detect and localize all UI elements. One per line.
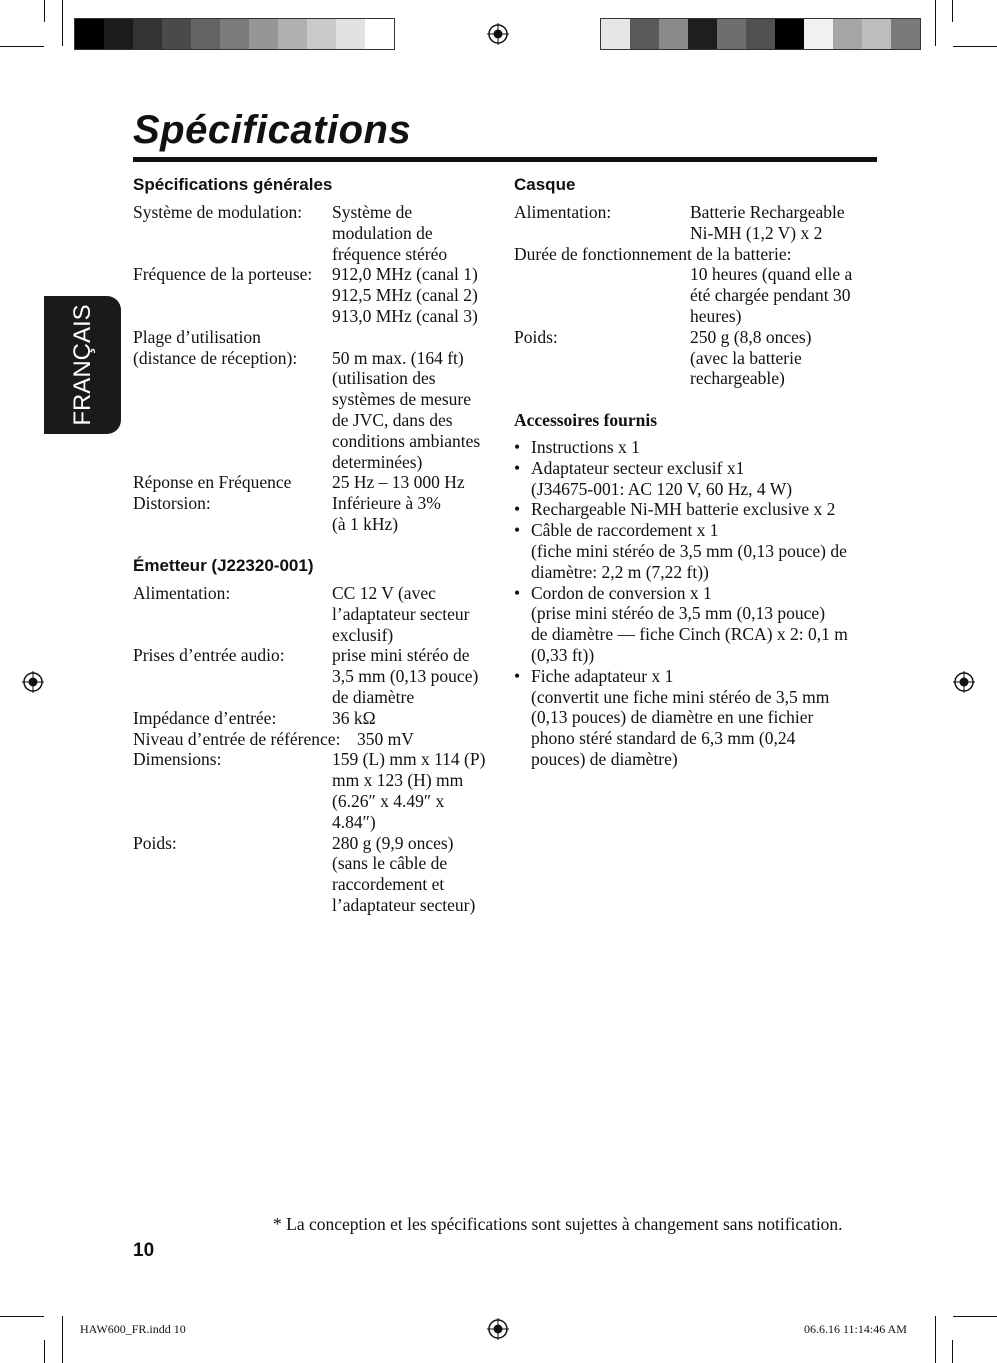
section-heading-accessories: Accessoires fournis xyxy=(514,410,658,430)
spec-value-line: rechargeable) xyxy=(690,368,785,389)
spec-label xyxy=(514,202,611,223)
color-swatch xyxy=(601,19,630,49)
spec-value xyxy=(332,202,447,264)
list-item xyxy=(514,437,884,458)
color-swatch xyxy=(307,19,336,49)
crop-mark xyxy=(62,1316,63,1363)
list-item-line: (J34675-001: AC 120 V, 60 Hz, 4 W) xyxy=(531,478,793,499)
list-item xyxy=(514,499,884,520)
color-swatch xyxy=(630,19,659,49)
list-item-line: (0,33 ft)) xyxy=(531,644,595,665)
list-item-line: • Rechargeable Ni-MH batterie exclusive x 2 xyxy=(531,499,836,520)
color-swatch xyxy=(833,19,862,49)
crop-mark xyxy=(0,46,44,47)
spec-value-line: CC 12 V (avec xyxy=(332,583,436,603)
spec-label-line: Poids: xyxy=(133,832,177,853)
color-swatch xyxy=(162,19,191,49)
spec-value xyxy=(690,244,852,327)
spec-value-line: 3,5 mm (0,13 pouce) xyxy=(332,666,479,687)
color-swatch xyxy=(688,19,717,49)
spec-value-line: 10 heures (quand elle a xyxy=(690,264,853,285)
spec-label-line: Système de modulation: xyxy=(133,202,303,222)
crop-mark xyxy=(953,46,997,47)
color-bar-right xyxy=(600,18,921,50)
list-item-line: phono stéré standard de 6,3 mm (0,24 xyxy=(531,728,796,749)
color-swatch xyxy=(891,19,920,49)
registration-mark-icon xyxy=(487,23,509,45)
spec-value-line: systèmes de mesure xyxy=(332,389,471,410)
spec-value-line: mm x 123 (H) mm xyxy=(332,770,464,791)
registration-mark-icon xyxy=(953,671,975,693)
spec-label xyxy=(133,493,211,514)
list-item xyxy=(514,458,884,500)
spec-value-line: (utilisation des xyxy=(332,368,436,389)
spec-value-line: (avec la batterie xyxy=(690,347,802,368)
timestamp-slug: 06.6.16 11:14:46 AM xyxy=(804,1322,907,1336)
spec-label-line: Poids: xyxy=(514,326,558,347)
spec-value-line: conditions ambiantes xyxy=(332,430,481,451)
spec-label-line: Fréquence de la porteuse: xyxy=(133,264,313,285)
spec-value-line: (6.26″ x 4.49″ x xyxy=(332,790,445,811)
spec-value-line: été chargée pendant 30 xyxy=(690,285,851,306)
spec-value xyxy=(332,472,465,493)
spec-value-line: heures) xyxy=(690,305,742,326)
spec-value xyxy=(332,708,376,729)
color-swatch xyxy=(717,19,746,49)
color-swatch xyxy=(365,19,394,49)
list-item-line: • Câble de raccordement x 1 xyxy=(531,520,719,541)
color-swatch xyxy=(278,19,307,49)
crop-mark xyxy=(62,0,63,46)
spec-label xyxy=(133,327,297,369)
crop-mark xyxy=(952,1340,953,1363)
spec-value-line xyxy=(690,244,852,265)
spec-label xyxy=(133,202,302,223)
spec-value-line: 913,0 MHz (canal 3) xyxy=(332,305,478,326)
spec-label xyxy=(133,708,276,729)
color-swatch xyxy=(133,19,162,49)
crop-mark xyxy=(44,1340,45,1363)
spec-value-line: Inférieure à 3% xyxy=(332,493,441,514)
spec-value-line: 36 kΩ xyxy=(332,707,376,728)
spec-value-line: (à 1 kHz) xyxy=(332,513,399,534)
crop-mark xyxy=(935,1316,936,1363)
spec-value-line: 25 Hz – 13 000 Hz xyxy=(332,472,465,493)
spec-value-line: fréquence stéréo xyxy=(332,243,448,264)
color-swatch xyxy=(104,19,133,49)
spec-label xyxy=(133,749,221,770)
list-item-line: (fiche mini stéréo de 3,5 mm (0,13 pouce) de xyxy=(531,540,847,561)
color-swatch xyxy=(220,19,249,49)
spec-value-line: de diamètre xyxy=(332,686,415,707)
spec-label xyxy=(133,583,230,604)
spec-value-line: l’adaptateur secteur xyxy=(332,603,470,624)
color-swatch xyxy=(746,19,775,49)
spec-value xyxy=(332,583,470,645)
title-rule xyxy=(133,157,877,162)
color-swatch xyxy=(862,19,891,49)
list-item-line: (prise mini stéréo de 3,5 mm (0,13 pouce) xyxy=(531,603,826,624)
color-swatch xyxy=(804,19,833,49)
registration-mark-icon xyxy=(487,1318,509,1340)
spec-value-line: 350 mV xyxy=(357,728,414,749)
spec-value-line: modulation de xyxy=(332,222,433,243)
list-item-line: • Adaptateur secteur exclusif x1 xyxy=(531,457,745,478)
color-swatch xyxy=(249,19,278,49)
spec-value-line: 912,5 MHz (canal 2) xyxy=(332,285,478,306)
spec-value-line: l’adaptateur secteur) xyxy=(332,894,476,915)
color-swatch xyxy=(336,19,365,49)
list-item-line: diamètre: 2,2 m (7,22 ft)) xyxy=(531,561,709,582)
crop-mark xyxy=(953,1316,997,1317)
language-tab xyxy=(44,296,121,434)
spec-label-line: Prises d’entrée audio: xyxy=(133,645,285,666)
list-item-line: (0,13 pouces) de diamètre en une fichier xyxy=(531,707,814,728)
spec-label-line: Distorsion: xyxy=(133,493,211,514)
spec-value-line: de JVC, dans des xyxy=(332,409,453,430)
spec-label-line: Durée de fonctionnement de la batterie: xyxy=(514,243,792,264)
crop-mark xyxy=(44,0,45,22)
spec-label-line: Niveau d’entrée de référence: xyxy=(133,728,341,749)
spec-label xyxy=(133,833,177,854)
spec-label xyxy=(133,264,312,285)
list-item xyxy=(514,583,884,666)
spec-label-line: Alimentation: xyxy=(133,583,231,603)
list-item-line: • Instructions x 1 xyxy=(531,437,640,457)
list-item-line: pouces) de diamètre) xyxy=(531,748,678,769)
page-title: Spécifications xyxy=(133,108,412,152)
list-item-line: • Cordon de conversion x 1 xyxy=(531,582,712,603)
spec-value xyxy=(332,264,478,326)
spec-value-line: prise mini stéréo de xyxy=(332,645,470,666)
section-heading-transmitter: Émetteur (J22320-001) xyxy=(133,556,314,575)
spec-label-line: Dimensions: xyxy=(133,749,222,770)
color-swatch xyxy=(191,19,220,49)
spec-value xyxy=(332,327,480,473)
spec-label xyxy=(133,645,285,666)
spec-value xyxy=(690,202,845,244)
spec-value xyxy=(332,493,441,535)
accessories-list xyxy=(514,437,884,770)
spec-value-line: 159 (L) mm x 114 (P) xyxy=(332,749,486,770)
spec-label xyxy=(133,472,291,493)
spec-value-line: determinées) xyxy=(332,451,423,472)
spec-value xyxy=(332,749,485,832)
list-item-line: de diamètre — fiche Cinch (RCA) x 2: 0,1 m xyxy=(531,624,848,645)
page-number: 10 xyxy=(133,1240,155,1261)
color-bar-left xyxy=(74,18,395,50)
spec-value-line: Système de xyxy=(332,202,413,222)
spec-value-line: 280 g (9,9 onces) xyxy=(332,832,454,853)
list-item xyxy=(514,666,884,770)
footnote: * La conception et les spécifications sont sujettes à changement sans notification. xyxy=(273,1214,843,1234)
spec-value-line: 50 m max. (164 ft) xyxy=(332,347,464,368)
spec-value-line xyxy=(332,327,480,348)
crop-mark xyxy=(0,1316,44,1317)
spec-value xyxy=(690,327,812,389)
color-swatch xyxy=(775,19,804,49)
spec-value xyxy=(357,729,414,750)
spec-value-line: Batterie Rechargeable xyxy=(690,202,845,222)
spec-label-line: Impédance d’entrée: xyxy=(133,707,277,728)
list-item-line: • Fiche adaptateur x 1 xyxy=(531,665,674,686)
spec-value-line: 912,0 MHz (canal 1) xyxy=(332,264,478,285)
file-slug: HAW600_FR.indd 10 xyxy=(80,1322,186,1336)
spec-label-line: Réponse en Fréquence xyxy=(133,472,292,493)
registration-mark-icon xyxy=(22,671,44,693)
spec-label xyxy=(133,729,340,750)
spec-value-line: (sans le câble de xyxy=(332,853,448,874)
crop-mark xyxy=(935,0,936,46)
spec-label-line: Alimentation: xyxy=(514,202,612,222)
spec-value-line: raccordement et xyxy=(332,874,445,895)
spec-value xyxy=(332,833,475,916)
spec-value-line: exclusif) xyxy=(332,624,394,645)
color-swatch xyxy=(75,19,104,49)
spec-value-line: 250 g (8,8 onces) xyxy=(690,326,812,347)
list-item-line: (convertit une fiche mini stéréo de 3,5 mm xyxy=(531,686,830,707)
spec-value xyxy=(332,645,478,707)
list-item xyxy=(514,520,884,582)
crop-mark xyxy=(952,0,953,22)
spec-label xyxy=(514,327,558,348)
language-tab-label: FRANÇAIS xyxy=(68,304,96,426)
spec-value-line: 4.84″) xyxy=(332,811,376,832)
spec-label-line: Plage d’utilisation xyxy=(133,326,261,347)
spec-label-line: (distance de réception): xyxy=(133,347,298,368)
section-heading-general: Spécifications générales xyxy=(133,175,333,194)
spec-value-line: Ni-MH (1,2 V) x 2 xyxy=(690,222,823,243)
section-heading-headset: Casque xyxy=(514,175,576,194)
color-swatch xyxy=(659,19,688,49)
